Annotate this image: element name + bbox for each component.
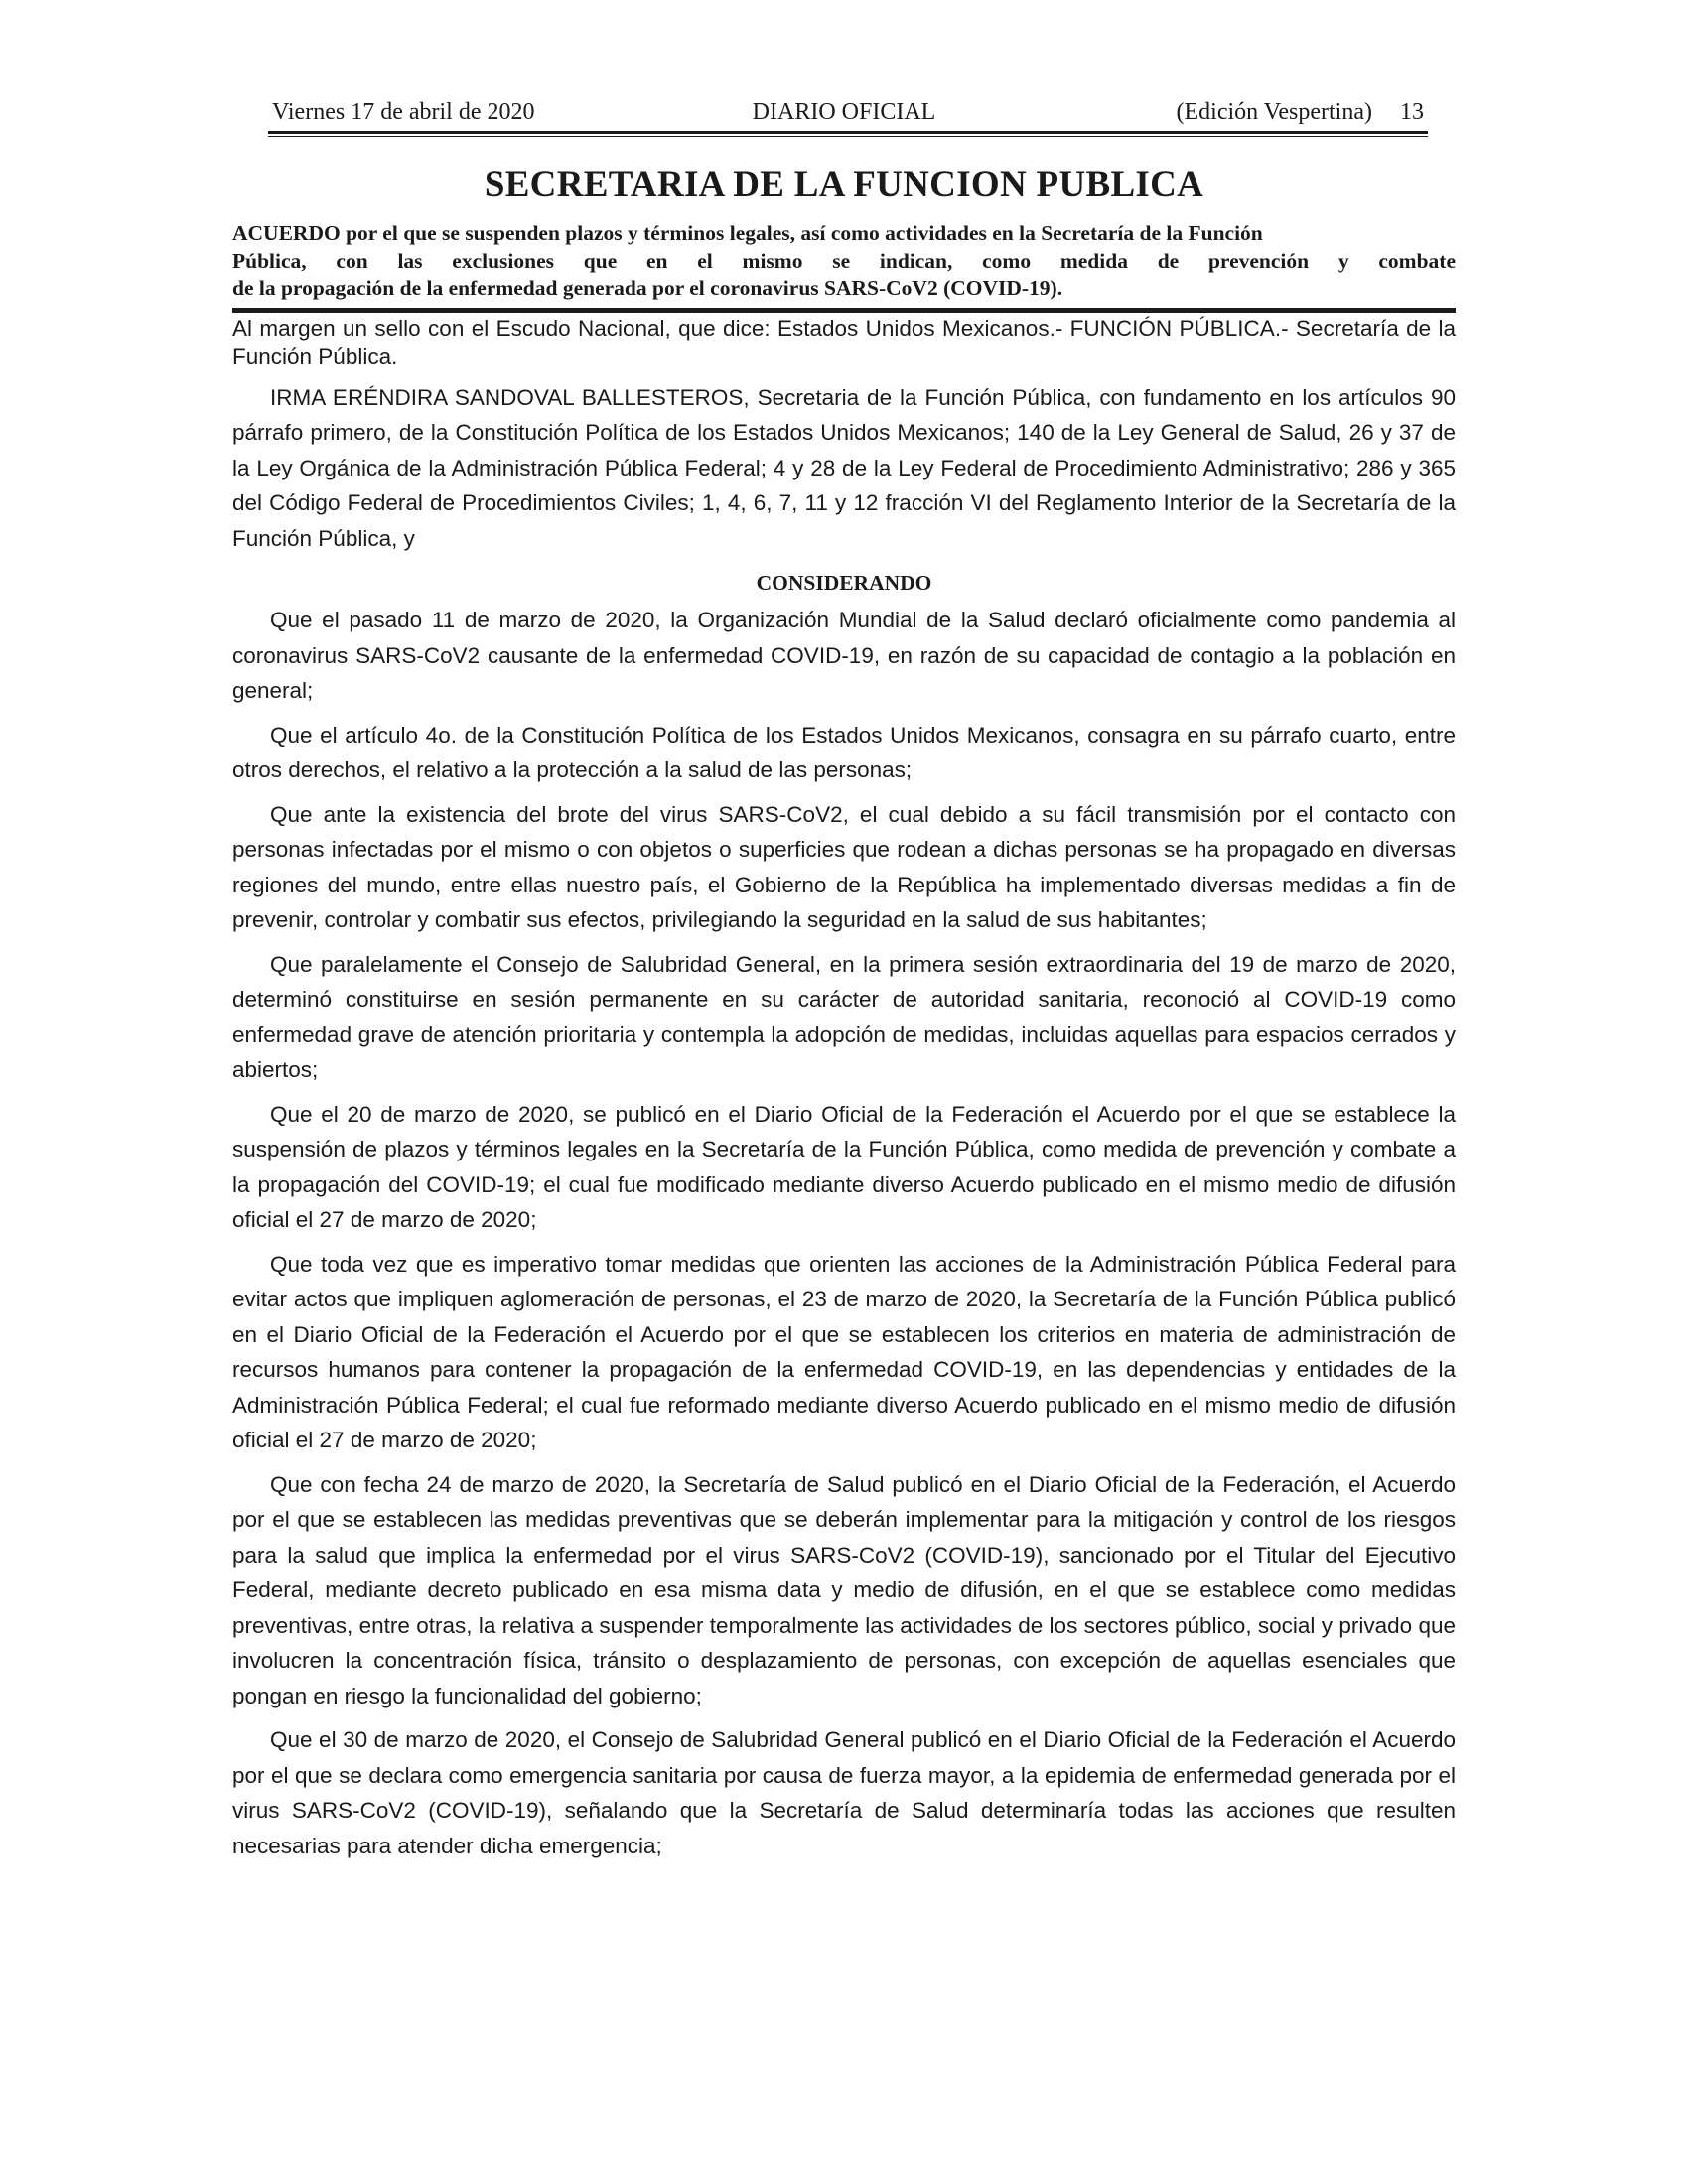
header-journal-name: DIARIO OFICIAL <box>752 99 936 125</box>
considerando-paragraph: Que con fecha 24 de marzo de 2020, la Secretaría de Salud publicó en el Diario Oficial de la Federación, el Acuerdo por el que se establecen las medidas preventivas que se deberán implementar para la mitigación y control de los riesgos para la salud que implica la enfermedad por el virus SARS-CoV2 (COVID-19), sancionado por el Titular del Ejecutivo Federal, mediante decreto publicado en esa misma data y medio de difusión, en el que se establece como medidas preventivas, entre otras, la relativa a suspender temporalmente las actividades de los sectores público, social y privado que involucren la concentración física, tránsito o desplazamiento de personas, con excepción de aquellas esenciales que pongan en riesgo la funcionalidad del gobierno; <box>232 1471 1456 1708</box>
considerando-paragraph: Que paralelamente el Consejo de Salubridad General, en la primera sesión extraordinaria del 19 de marzo de 2020, determinó constituirse en sesión permanente en su carácter de autoridad sanitaria, reconoció al COVID-19 como enfermedad grave de atención prioritaria y contempla la adopción de medidas, incluidas aquellas para espacios cerrados y abiertos; <box>232 951 1456 1082</box>
header-edition: (Edición Vespertina) <box>1176 99 1372 125</box>
considerando-paragraph: Que el 20 de marzo de 2020, se publicó en el Diario Oficial de la Federación el Acuerdo por el que se establece la suspensión de plazos y términos legales en la Secretaría de la Función Pública, como medida de prevención y combate a la propagación del COVID-19; el cual fue modificado mediante diverso Acuerdo publicado en el mismo medio de difusión oficial el 27 de marzo de 2020; <box>232 1101 1456 1232</box>
summary-line-2: Pública, con las exclusiones que en el mismo se indican, como medida de prevención y combate <box>232 248 1456 273</box>
header-date: Viernes 17 de abril de 2020 <box>272 99 535 125</box>
considerando-paragraph: Que el pasado 11 de marzo de 2020, la Organización Mundial de la Salud declaró oficialmente como pandemia al coronavirus SARS-CoV2 causante de la enfermedad COVID-19, en razón de su capacidad de contagio a la población en general; <box>232 608 1456 703</box>
header-rule <box>268 131 1428 137</box>
page-header <box>232 97 1456 131</box>
considerando-paragraph: Que ante la existencia del brote del virus SARS-CoV2, el cual debido a su fácil transmisión por el contacto con personas infectadas por el mismo o con objetos o superficies que rodean a dichas personas se ha propagado en diversas regiones del mundo, entre ellas nuestro país, el Gobierno de la República ha implementado diversas medidas a fin de prevenir, controlar y combatir sus efectos, privilegiando la seguridad en la salud de sus habitantes; <box>232 801 1456 932</box>
seal-note: Al margen un sello con el Escudo Nacional, que dice: Estados Unidos Mexicanos.- FUNCIÓN PÚBLICA.- Secretaría de la Función Pública. <box>232 315 1456 369</box>
decree-body <box>232 314 1456 1864</box>
considerando-paragraph: Que el artículo 4o. de la Constitución Política de los Estados Unidos Mexicanos, consagra en su párrafo cuarto, entre otros derechos, el relativo a la protección a la salud de las personas; <box>232 722 1456 782</box>
header-page-number: 13 <box>1400 99 1424 125</box>
dependency-title: SECRETARIA DE LA FUNCION PUBLICA <box>484 164 1204 205</box>
summary-line-3: de la propagación de la enfermedad generada por el coronavirus SARS-CoV2 (COVID-19). <box>232 276 1063 300</box>
preamble-paragraph: IRMA ERÉNDIRA SANDOVAL BALLESTEROS, Secretaria de la Función Pública, con fundamento en los artículos 90 párrafo primero, de la Constitución Política de los Estados Unidos Mexicanos; 140 de la Ley General de Salud, 26 y 37 de la Ley Orgánica de la Administración Pública Federal; 4 y 28 de la Ley Federal de Procedimiento Administrativo; 286 y 365 del Código Federal de Procedimientos Civiles; 1, 4, 6, 7, 11 y 12 fracción VI del Reglamento Interior de la Secretaría de la Función Pública, y <box>232 384 1456 551</box>
document-page <box>232 97 1456 1863</box>
summary-rule <box>232 308 1456 313</box>
summary-line-1: ACUERDO por el que se suspenden plazos y términos legales, así como actividades en la Secretaría de la Función <box>232 221 1263 245</box>
considerando-paragraph: Que toda vez que es imperativo tomar medidas que orienten las acciones de la Administración Pública Federal para evitar actos que impliquen aglomeración de personas, el 23 de marzo de 2020, la Secretaría de la Función Pública publicó en el Diario Oficial de la Federación el Acuerdo por el que se establecen los criterios en materia de administración de recursos humanos para contener la propagación de la enfermedad COVID-19, en las dependencias y entidades de la Administración Pública Federal; el cual fue reformado mediante diverso Acuerdo publicado en el mismo medio de difusión oficial el 27 de marzo de 2020; <box>232 1251 1456 1452</box>
decree-summary <box>232 220 1456 303</box>
considerando-paragraph: Que el 30 de marzo de 2020, el Consejo de Salubridad General publicó en el Diario Oficial de la Federación el Acuerdo por el que se declara como emergencia sanitaria por causa de fuerza mayor, a la epidemia de enfermedad generada por el virus SARS-CoV2 (COVID-19), señalando que la Secretaría de Salud determinaría todas las acciones que resulten necesarias para atender dicha emergencia; <box>232 1727 1456 1858</box>
section-title-considerando: CONSIDERANDO <box>756 571 932 595</box>
